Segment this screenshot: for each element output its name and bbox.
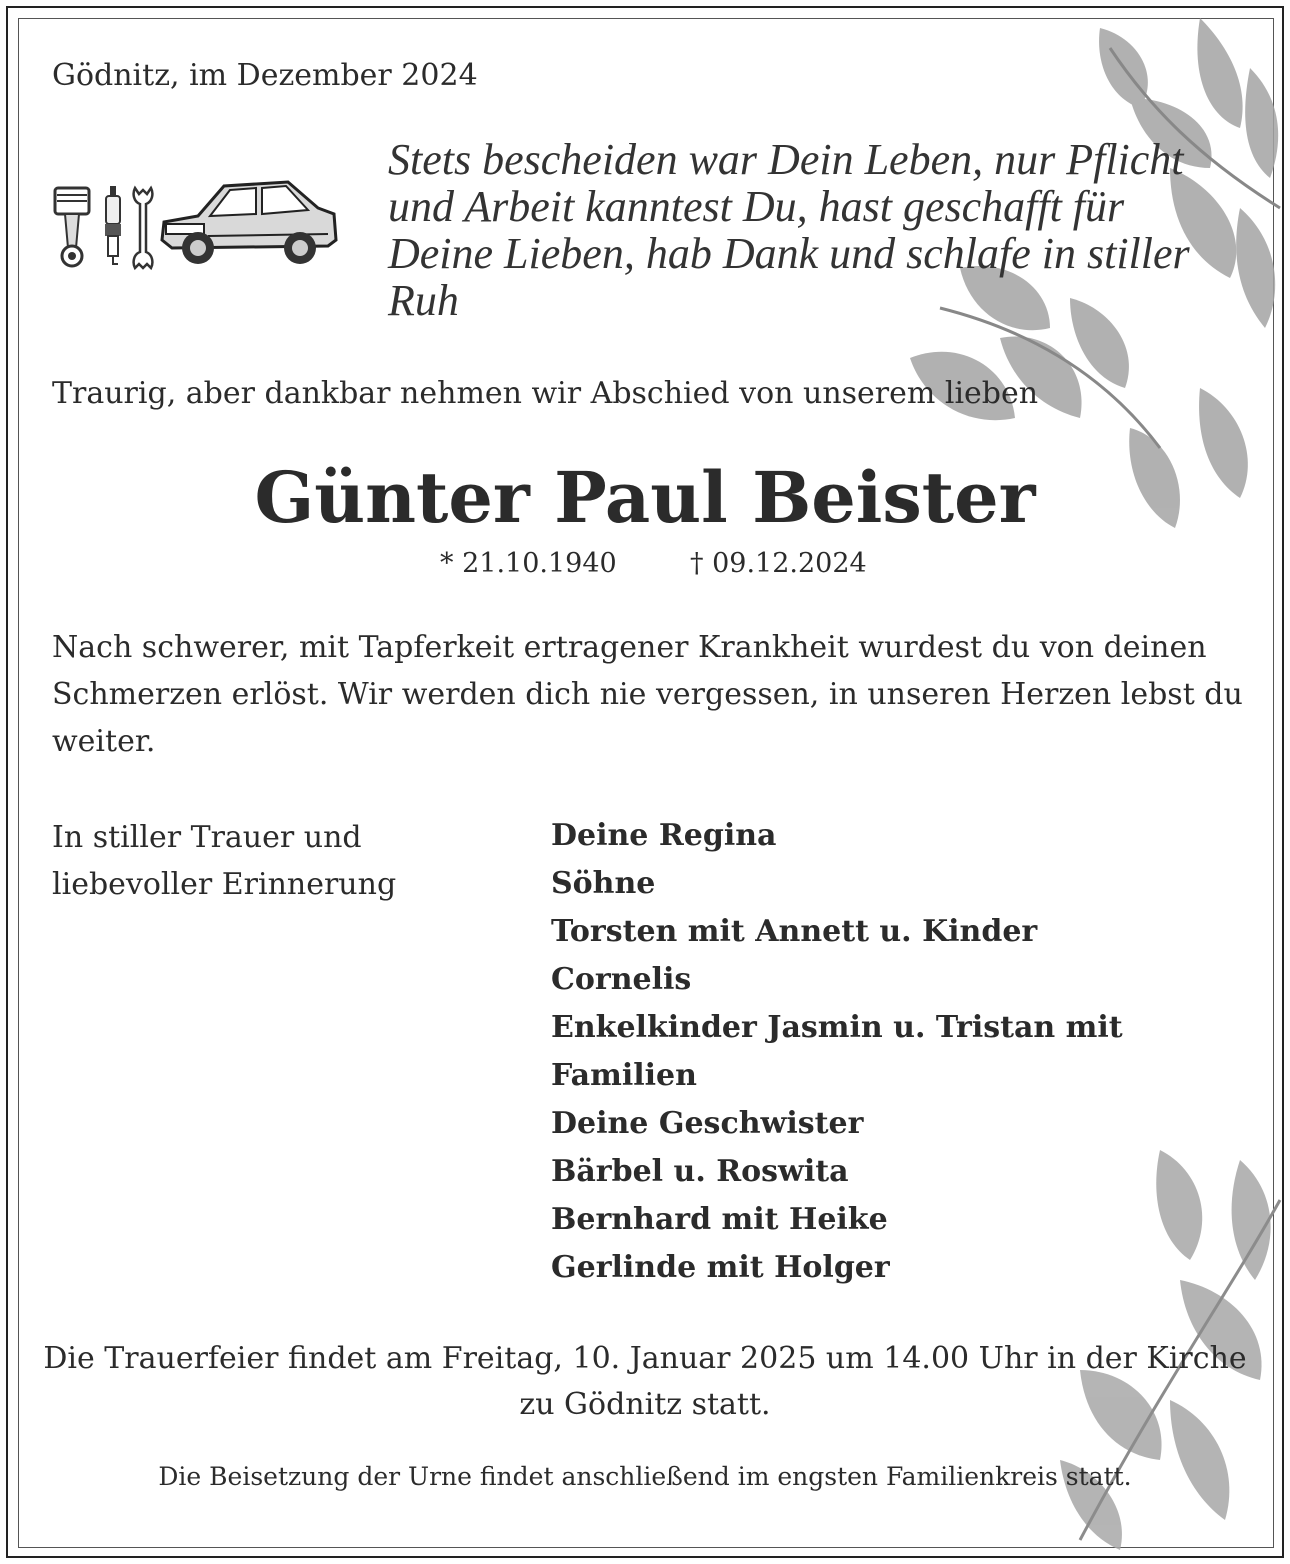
motto-line: Stets bescheiden war Dein Leben, nur Pflicht [388, 135, 1184, 184]
family-entry: Torsten mit Annett u. Kinder [551, 914, 1038, 949]
birth-date: * 21.10.1940 [440, 548, 617, 579]
mourning-text [52, 814, 396, 908]
intro-text: Traurig, aber dankbar nehmen wir Abschied von unserem lieben [52, 376, 1039, 411]
deceased-name: Günter Paul Beister [254, 456, 1036, 539]
wrench-icon [130, 184, 156, 272]
family-entry: Deine Geschwister [551, 1106, 864, 1141]
family-entry: Bernhard mit Heike [551, 1202, 888, 1237]
family-list [551, 812, 1123, 1292]
mourning-line: liebevoller Erinnerung [52, 867, 397, 902]
motto-line: und Arbeit kanntest Du, hast geschafft für [388, 182, 1125, 231]
family-entry: Enkelkinder Jasmin u. Tristan mit [551, 1010, 1123, 1045]
piston-icon [52, 186, 92, 270]
paragraph-line: Nach schwerer, mit Tapferkeit ertragener Krankheit wurdest du von deinen [52, 630, 1207, 665]
ceremony-line: Die Trauerfeier findet am Freitag, 10. Januar 2025 um 14.00 Uhr in der Kirche [43, 1341, 1247, 1376]
death-date: † 09.12.2024 [690, 548, 867, 579]
ceremony-info [0, 1336, 1290, 1428]
ceremony-line: zu Gödnitz statt. [519, 1387, 771, 1422]
place-date: Gödnitz, im Dezember 2024 [52, 58, 478, 93]
family-entry: Cornelis [551, 962, 692, 997]
motto-line: Ruh [388, 276, 459, 325]
farewell-paragraph [52, 624, 1252, 765]
car-icon [158, 176, 340, 272]
family-entry: Familien [551, 1058, 697, 1093]
family-entry: Gerlinde mit Holger [551, 1250, 890, 1285]
paragraph-line: Schmerzen erlöst. Wir werden dich nie vergessen, in unseren Herzen lebst du [52, 677, 1243, 712]
spark-plug-icon [102, 184, 124, 270]
family-entry: Bärbel u. Roswita [551, 1154, 849, 1189]
motto-verse [388, 136, 1248, 324]
family-entry: Deine Regina [551, 818, 777, 853]
urn-burial-note: Die Beisetzung der Urne findet anschließend im engsten Familienkreis statt. [158, 1462, 1132, 1491]
family-entry: Söhne [551, 866, 656, 901]
paragraph-line: weiter. [52, 724, 156, 759]
mourning-line: In stiller Trauer und [52, 820, 362, 855]
motto-line: Deine Lieben, hab Dank und schlafe in stiller [388, 229, 1190, 278]
